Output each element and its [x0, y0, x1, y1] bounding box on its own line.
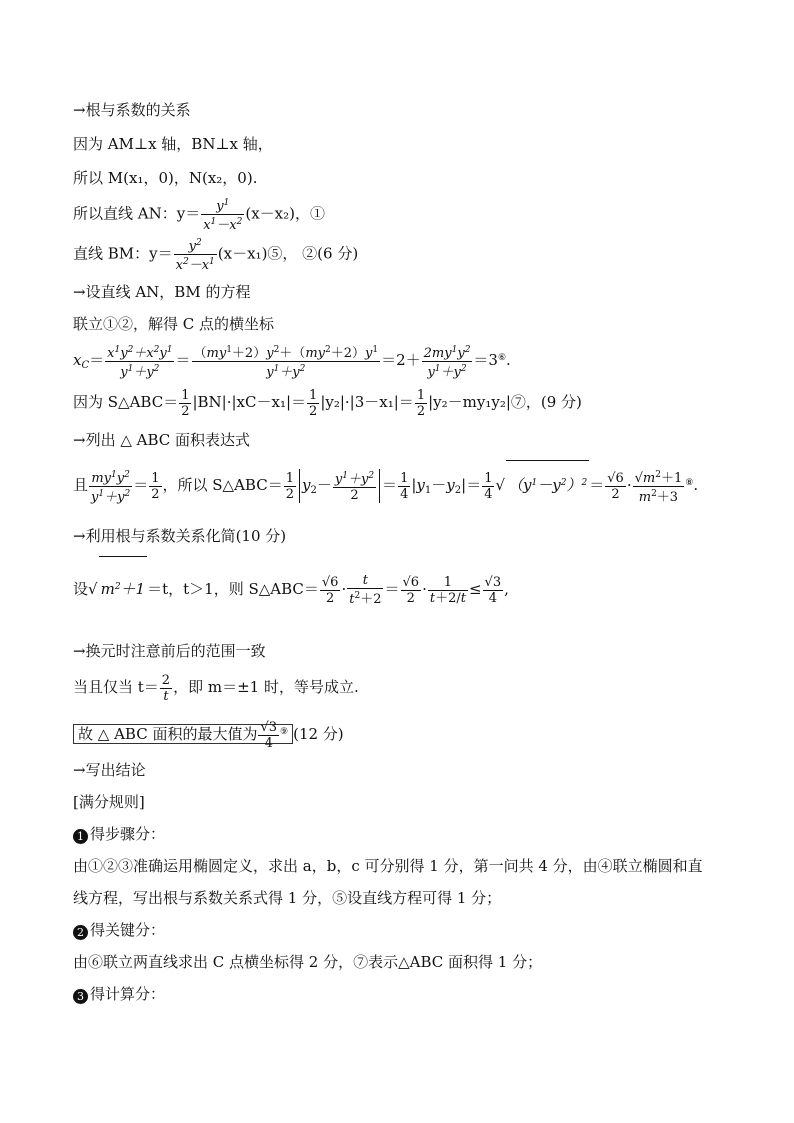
fraction: $\frac{√6}{2}$ [321, 574, 339, 606]
tip-range: →换元时注意前后的范围一致 [73, 642, 266, 660]
formula-area: 因为 S△ABC＝ $\frac{1}{2}$ |BN|·|xC－x₁|＝ $\frac{1}{2}$ |y₂|·|3－x₁|＝ $\frac{1}{2}$ |y₂－my₁y₂|⑦，(9 分) [73, 387, 582, 419]
fraction: $\frac{1}{2}$ [285, 470, 294, 502]
fraction: $\frac{1}{4}$ [400, 470, 409, 502]
rules-heading: [满分规则] [73, 793, 145, 811]
line-perpendicular: 因为 AM⊥x 轴，BN⊥x 轴， [73, 135, 273, 153]
rule-key-title: 2 得关键分： [73, 920, 165, 940]
tip-root-coefficient: →根与系数的关系 [73, 101, 191, 119]
fraction: $\frac{t}{t^2+2}$ [349, 573, 382, 607]
tip-simplify: →利用根与系数关系化简(10 分) [73, 527, 287, 545]
bullet-1-icon: 1 [73, 829, 88, 844]
fraction: $\frac{2}{t}$ [161, 672, 171, 704]
rule-key-body: 由⑥联立两直线求出 C 点横坐标得 2 分，⑦表示△ABC 面积得 1 分； [73, 953, 543, 971]
fraction: $\frac{√3}{4}$ [260, 719, 278, 751]
fraction: $\frac{my^1y^2}{y^1+y^2}$ [91, 469, 131, 505]
line-an-equation: 所以直线 AN：y＝ $\frac{y^1}{x^1-x^2}$ (x－x₂)，① [73, 198, 325, 233]
fraction: $\frac{y^1}{x^1-x^2}$ [203, 198, 243, 233]
tip-conclusion: →写出结论 [73, 761, 146, 779]
rule-step-title: 1 得步骤分： [73, 824, 165, 844]
fraction: $\frac{2my^1y^2}{y^1+y^2}$ [423, 344, 471, 380]
fraction: $\frac{1}{2}$ [181, 387, 190, 419]
line-bm-equation: 直线 BM：y＝ $\frac{y^2}{x^2-x^1}$ (x－x₁)⑤， ②(6 分) [73, 238, 359, 273]
formula-xc: $x_C=$ $\frac{x^1y^2+x^2y^1}{y^1+y^2}$ ＝ $\frac{(my^1+2)y^2+(my^2+2)y^1}{y^1+y^2}$ ＝2＋ $\frac{2my^1y^2}{y^1+y^2}$ ＝3⑥. [73, 344, 511, 380]
fraction: $\frac{1}{4}$ [484, 470, 493, 502]
fraction: $\frac{√m^2+1}{m^2+3}$ [634, 469, 683, 505]
line-equality: 当且仅当 t＝ $\frac{2}{t}$ ，即 m＝±1 时，等号成立. [73, 672, 359, 704]
fraction: $\frac{√6}{2}$ [402, 574, 420, 606]
fraction: $\frac{√3}{4}$ [484, 574, 502, 606]
fraction: $\frac{x^1y^2+x^2y^1}{y^1+y^2}$ [107, 344, 173, 380]
rule-step-body-2: 线方程，写出根与系数关系式得 1 分，⑤设直线方程可得 1 分； [73, 889, 502, 907]
fraction: $\frac{y^1+y^2}{2}$ [334, 471, 375, 503]
formula-substitution: 设√ $m^2+1 =t$，t＞1，则 S△ABC＝ $\frac{√6}{2}$ · $\frac{t}{t^2+2}$ ＝ $\frac{√6}{2}$ · $\frac{1}{t+2/t}$ ≤ $\frac{√3}{4}$ , [73, 556, 509, 619]
fraction: $\frac{1}{t+2/t}$ [429, 574, 466, 606]
tip-set-lines: →设直线 AN，BM 的方程 [73, 283, 251, 301]
line-solve-c: 联立①②，解得 C 点的横坐标 [73, 315, 275, 333]
line-conclusion: 故 △ ABC 面积的最大值为 $\frac{√3}{4}$ ⑨ (12 分) [73, 712, 344, 754]
bullet-2-icon: 2 [73, 925, 88, 940]
rule-step-body-1: 由①②③准确运用椭圆定义，求出 a，b，c 可分别得 1 分，第一问共 4 分，由④联立椭圆和直 [73, 857, 703, 875]
bullet-3-icon: 3 [73, 989, 88, 1004]
tip-area-expression: →列出 △ ABC 面积表达式 [73, 431, 251, 449]
line-points-mn: 所以 M(x₁，0)，N(x₂，0). [73, 169, 258, 187]
rule-calc-title: 3 得计算分： [73, 984, 165, 1004]
fraction: $\frac{1}{2}$ [309, 387, 318, 419]
fraction: $\frac{√6}{2}$ [607, 470, 624, 502]
boxed-answer: 故 △ ABC 面积的最大值为 $\frac{√3}{4}$ ⑨ [73, 724, 293, 744]
fraction: $\frac{(my^1+2)y^2+(my^2+2)y^1}{y^1+y^2}$ [193, 344, 379, 380]
fraction: $\frac{1}{2}$ [416, 387, 426, 419]
formula-area-simplified: 且 $\frac{my^1y^2}{y^1+y^2}$ ＝ $\frac{1}{2}$ ，所以 S△ABC＝ $\frac{1}{2}$ $y_2-$ $\frac{y^1+y^2}{2}$ ＝ $\frac{1}{4}$ $|y_1-y_2|=$ $\frac{1}{4}$ √ $(y^1-y^2)^2$ ＝ $\frac{√6}{2}$ · $\frac{√m^2+1}{m^2+3}$ ⑧. [73, 460, 698, 513]
fraction: $\frac{1}{2}$ [151, 470, 160, 502]
fraction: $\frac{y^2}{x^2-x^1}$ [175, 238, 215, 273]
